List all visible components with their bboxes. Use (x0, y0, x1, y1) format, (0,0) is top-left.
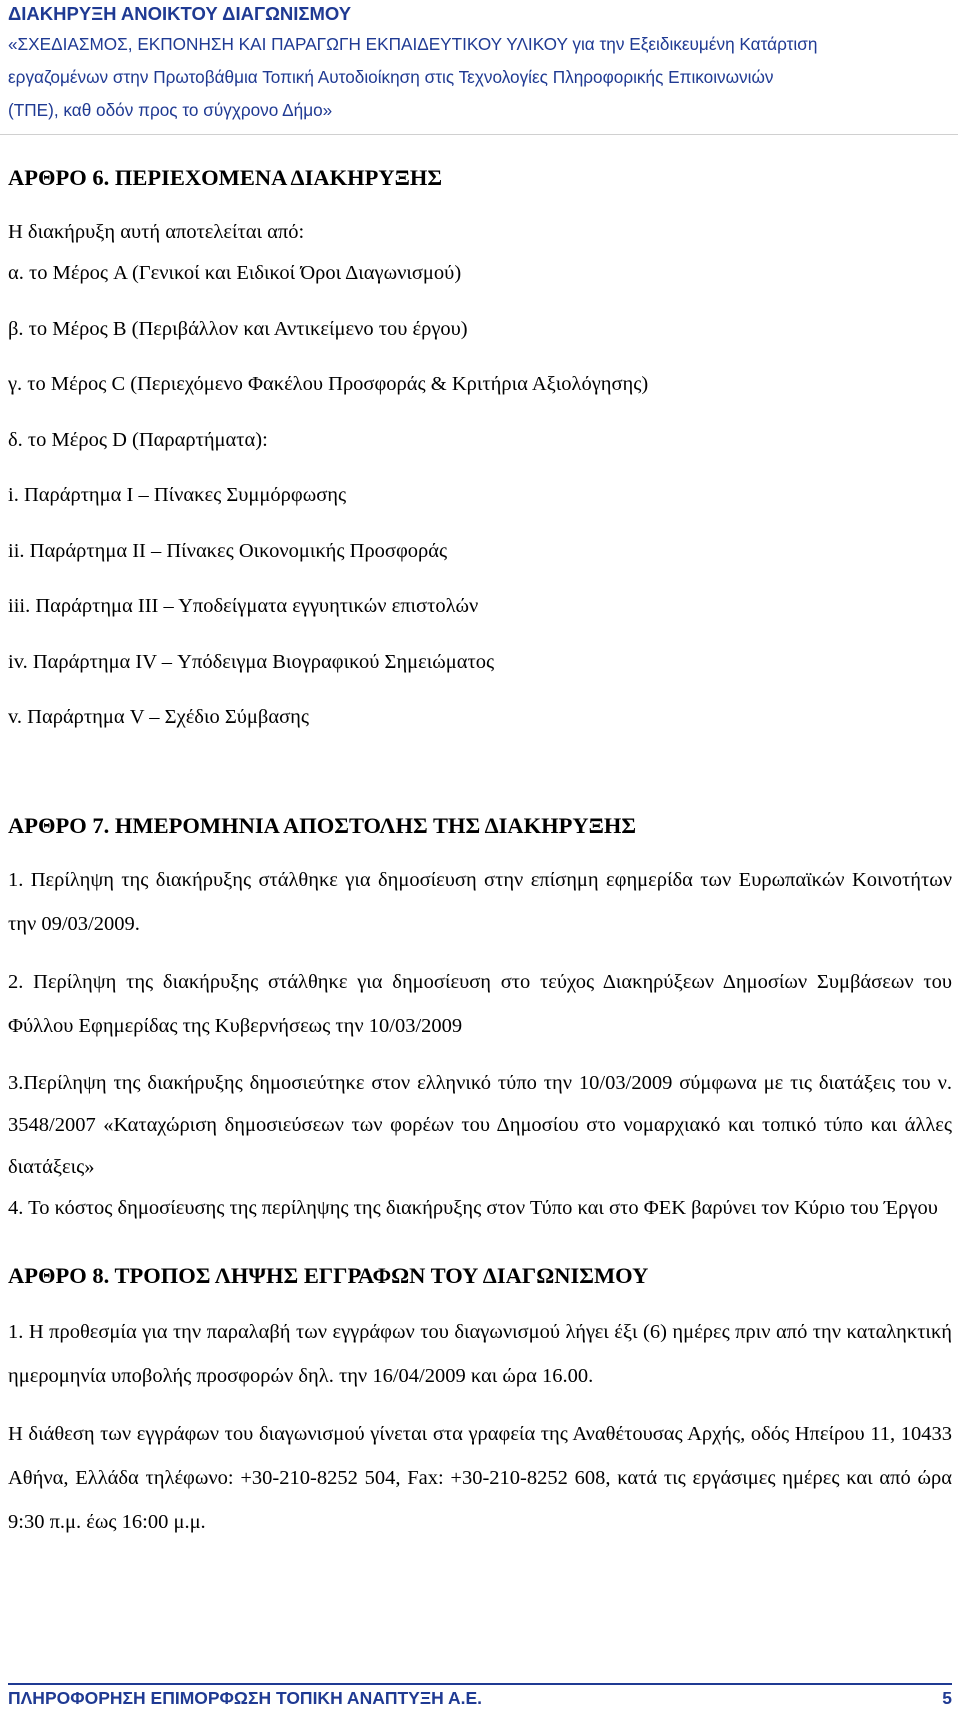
article-6-list (8, 246, 952, 746)
footer-organization: ΠΛΗΡΟΦΟΡΗΣΗ ΕΠΙΜΟΡΦΩΣΗ ΤΟΠΙΚΗ ΑΝΑΠΤΥΞΗ Α.Ε. (8, 1688, 482, 1708)
article-7-paragraph-2: 2. Περίληψη της διακήρυξης στάλθηκε για δημοσίευση στο τεύχος Διακηρύξεων Δημοσίων Συμβάσεων του Φύλλου Εφημερίδας της Κυβερνήσεως την 10/03/2009 (8, 970, 952, 1037)
header-divider (0, 134, 958, 135)
list-item: v. Παράρτημα V – Σχέδιο Σύμβασης (8, 706, 309, 728)
list-item: i. Παράρτημα Ι – Πίνακες Συμμόρφωσης (8, 484, 347, 506)
list-item: ii. Παράρτημα ΙΙ – Πίνακες Οικονομικής Προσφοράς (8, 539, 448, 562)
article-6-intro: Η διακήρυξη αυτή αποτελείται από: (8, 221, 305, 243)
article-8-heading: ΑΡΘΡΟ 8. ΤΡΟΠΟΣ ΛΗΨΗΣ ΕΓΓΡΑΦΩΝ ΤΟΥ ΔΙΑΓΩΝΙΣΜΟΥ (8, 1262, 649, 1288)
list-item: iii. Παράρτημα ΙΙΙ – Υποδείγματα εγγυητικών επιστολών (8, 595, 479, 617)
header-subtitle-line-3: (ΤΠΕ), καθ οδόν προς το σύγχρονο Δήμο» (8, 100, 333, 120)
article-7-paragraph-1: 1. Περίληψη της διακήρυξης στάλθηκε για δημοσίευση στην επίσημη εφημερίδα των Ευρωπαϊκών Κοινοτήτων την 09/03/2009. (8, 868, 952, 935)
page-number: 5 (942, 1688, 952, 1708)
header-subtitle-line-2: εργαζομένων στην Πρωτοβάθμια Τοπική Αυτοδιοίκηση στις Τεχνολογίες Πληροφορικής Επικοινωνιών (8, 67, 774, 87)
list-item: γ. το Μέρος C (Περιεχόμενο Φακέλου Προσφοράς & Κριτήρια Αξιολόγησης) (8, 373, 649, 395)
article-8-paragraph-1: 1. Η προθεσμία για την παραλαβή των εγγράφων του διαγωνισμού λήγει έξι (6) ημέρες πριν από την καταληκτική ημερομηνία υποβολής προσφορών δηλ. την 16/04/2009 και ώρα 16.00. (8, 1320, 952, 1387)
article-7-paragraph-3: 3.Περίληψη της διακήρυξης δημοσιεύτηκε στον ελληνικό τύπο την 10/03/2009 σύμφωνα με τις διατάξεις του ν. 3548/2007 «Καταχώριση δημοσιεύσεων των φορέων του Δημοσίου στο νομαρχιακό και τοπικό τύπο και άλλες διατάξεις» (8, 1071, 952, 1178)
article-7-heading: ΑΡΘΡΟ 7. ΗΜΕΡΟΜΗΝΙΑ ΑΠΟΣΤΟΛΗΣ ΤΗΣ ΔΙΑΚΗΡΥΞΗΣ (8, 812, 637, 838)
article-6-heading: ΑΡΘΡΟ 6. ΠΕΡΙΕΧΟΜΕΝΑ ΔΙΑΚΗΡΥΞΗΣ (8, 165, 443, 190)
header-title: ΔΙΑΚΗΡΥΞΗ ΑΝΟΙΚΤΟΥ ΔΙΑΓΩΝΙΣΜΟΥ (8, 3, 352, 24)
article-8-paragraph-2: Η διάθεση των εγγράφων του διαγωνισμού γίνεται στα γραφεία της Αναθέτουσας Αρχής, οδός Ηπείρου 11, 10433 Αθήνα, Ελλάδα τηλέφωνο: +30-210-8252 504, Fax: +30-210-8252 608, κατά τις εργάσιμες ημέρες και από ώρα 9:30 π.μ. έως 16:00 μ.μ. (8, 1422, 952, 1533)
document-body (8, 150, 952, 1544)
list-item: δ. το Μέρος D (Παραρτήματα): (8, 428, 268, 451)
header-subtitle-line-1: «ΣΧΕΔΙΑΣΜΟΣ, ΕΚΠΟΝΗΣΗ ΚΑΙ ΠΑΡΑΓΩΓΗ ΕΚΠΑΙΔΕΥΤΙΚΟΥ ΥΛΙΚΟΥ για την Εξειδικευμένη Κατάρτιση (8, 34, 818, 54)
list-item: α. το Μέρος A (Γενικοί και Ειδικοί Όροι Διαγωνισμού) (8, 262, 462, 284)
list-item: iv. Παράρτημα IV – Υπόδειγμα Βιογραφικού Σημειώματος (8, 650, 495, 673)
article-7-paragraph-4: 4. Το κόστος δημοσίευσης της περίληψης της διακήρυξης στον Τύπο και στο ΦΕΚ βαρύνει τον Κύριο του Έργου (8, 1196, 938, 1219)
page-footer (8, 1683, 952, 1709)
page-header (8, 0, 956, 127)
list-item: β. το Μέρος B (Περιβάλλον και Αντικείμενο του έργου) (8, 317, 468, 340)
